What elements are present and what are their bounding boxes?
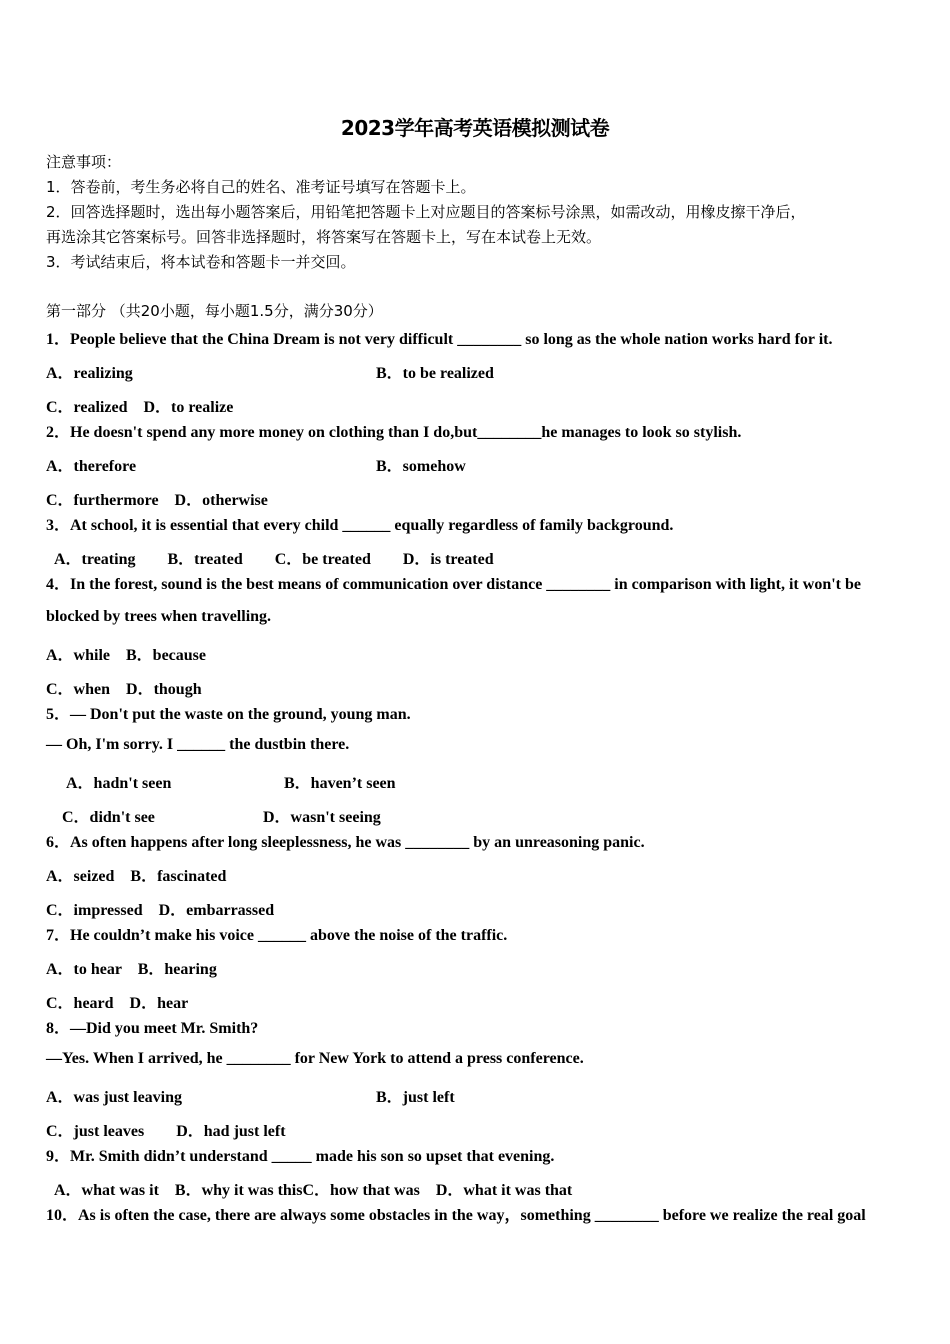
question-10-stem: 10．As is often the case, there are always some obstacles in the way，something ________ before we realize the real goal: [46, 1207, 866, 1224]
question-5-stem-cont: — Oh, I'm sorry. I ______ the dustbin there.: [46, 736, 350, 753]
question-3-stem: 3．At school, it is essential that every child ______ equally regardless of family background.: [46, 517, 674, 534]
question-4-stem: 4．In the forest, sound is the best means of communication over distance ________ in comparison with light, it won't be: [46, 576, 861, 593]
option-8b: B．just left: [376, 1089, 455, 1106]
option-9abcd: A．what was it B．why it was thisC．how that was D．what it was that: [54, 1182, 573, 1199]
option-8cd: C．just leaves D．had just left: [46, 1123, 286, 1140]
option-5b: B．haven’t seen: [284, 775, 396, 792]
question-9-stem: 9．Mr. Smith didn’t understand _____ made his son so upset that evening.: [46, 1148, 555, 1165]
question-8-stem: 8．—Did you meet Mr. Smith?: [46, 1020, 259, 1037]
option-6ab: A．seized B．fascinated: [46, 868, 227, 885]
notice-heading: 注意事项：: [46, 153, 122, 171]
section-header: 第一部分 （共20小题，每小题1.5分，满分30分）: [46, 302, 383, 320]
option-6cd: C．impressed D．embarrassed: [46, 902, 275, 919]
question-6-stem: 6．As often happens after long sleeplessness, he was ________ by an unreasoning panic.: [46, 834, 645, 851]
option-1b: B．to be realized: [376, 365, 494, 382]
option-4cd: C．when D．though: [46, 681, 202, 698]
question-8-stem-cont: —Yes. When I arrived, he ________ for New York to attend a press conference.: [46, 1050, 584, 1067]
page-title: 2023学年高考英语模拟测试卷: [340, 116, 610, 140]
option-5d: D．wasn't seeing: [263, 809, 381, 826]
option-3abcd: A．treating B．treated C．be treated D．is treated: [54, 551, 494, 568]
question-4-stem-cont: blocked by trees when travelling.: [46, 608, 272, 625]
question-5-stem: 5．— Don't put the waste on the ground, young man.: [46, 706, 411, 723]
option-5a: A．hadn't seen: [66, 775, 172, 792]
question-7-stem: 7．He couldn’t make his voice ______ above the noise of the traffic.: [46, 927, 508, 944]
question-2-stem: 2．He doesn't spend any more money on clothing than I do,but________he manages to look so stylish.: [46, 424, 742, 441]
option-5c: C．didn't see: [62, 809, 155, 826]
option-4ab: A．while B．because: [46, 647, 207, 664]
notice-item: 3．考试结束后，将本试卷和答题卡一并交回。: [46, 253, 356, 271]
option-2a: A．therefore: [46, 458, 137, 475]
option-1a: A．realizing: [46, 365, 133, 382]
option-1cd: C．realized D．to realize: [46, 399, 234, 416]
question-1-stem: 1．People believe that the China Dream is not very difficult ________ so long as the whole nation works hard for it.: [46, 331, 833, 348]
notice-item: 1．答卷前，考生务必将自己的姓名、准考证号填写在答题卡上。: [46, 178, 476, 196]
option-7cd: C．heard D．hear: [46, 995, 189, 1012]
option-2cd: C．furthermore D．otherwise: [46, 492, 268, 509]
option-2b: B．somehow: [376, 458, 466, 475]
option-7ab: A．to hear B．hearing: [46, 961, 217, 978]
option-8a: A．was just leaving: [46, 1089, 183, 1106]
notice-item: 2．回答选择题时，选出每小题答案后，用铅笔把答题卡上对应题目的答案标号涂黑，如需改动，用橡皮擦干净后，: [46, 203, 806, 221]
notice-item: 再选涂其它答案标号。回答非选择题时，将答案写在答题卡上，写在本试卷上无效。: [46, 228, 602, 246]
